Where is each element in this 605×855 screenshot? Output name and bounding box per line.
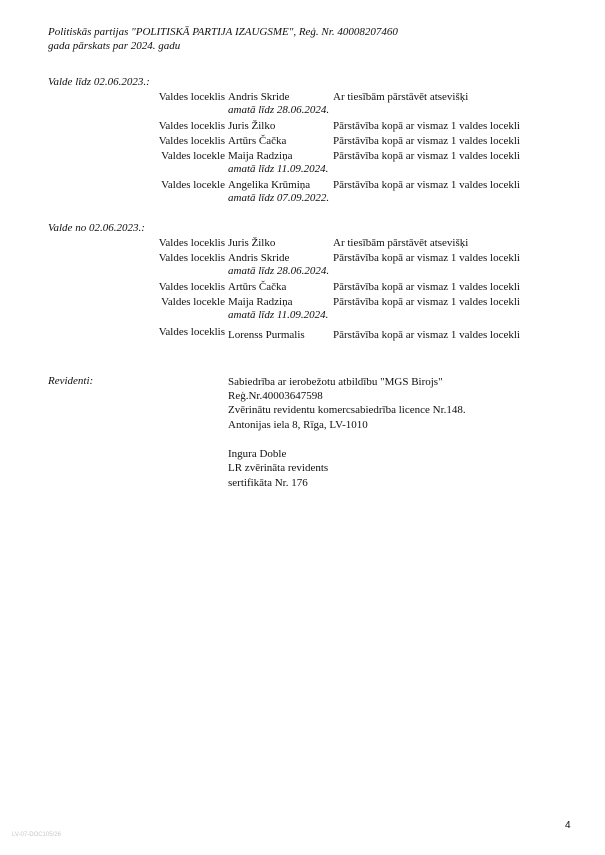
- auditor-company-line: Antonijas iela 8, Rīga, LV-1010: [228, 419, 368, 431]
- member-authority: Ar tiesībām pārstāvēt atsevišķi: [333, 91, 469, 103]
- member-name: Angelika Krūmiņa: [228, 179, 311, 191]
- member-role: Valdes loceklis: [158, 326, 225, 338]
- page-number: 4: [565, 820, 571, 831]
- member-authority: Pārstāvība kopā ar vismaz 1 valdes locekli: [333, 120, 520, 132]
- member-name: Juris Žilko: [228, 237, 276, 249]
- member-term-note: amatā līdz 07.09.2022.: [228, 192, 330, 204]
- member-name: Andris Skride: [228, 91, 290, 103]
- member-role: Valdes loceklis: [158, 91, 225, 103]
- member-authority: Pārstāvība kopā ar vismaz 1 valdes locekli: [333, 281, 520, 293]
- member-role: Valdes loceklis: [158, 120, 225, 132]
- auditor-company-line: Sabiedrība ar ierobežotu atbildību "MGS Birojs": [228, 376, 443, 388]
- board-after-label: Valde no 02.06.2023.:: [48, 222, 145, 234]
- member-role: Valdes loceklis: [158, 281, 225, 293]
- auditor-company-line: Reģ.Nr.40003647598: [228, 390, 323, 402]
- member-name: Juris Žilko: [228, 120, 276, 132]
- member-term-note: amatā līdz 11.09.2024.: [228, 309, 329, 321]
- header-line-1: Politiskās partijas "POLITISKĀ PARTIJA IZAUGSME", Reģ. Nr. 40008207460: [48, 26, 398, 38]
- member-role: Valdes locekle: [161, 150, 225, 162]
- document-header: [48, 25, 398, 53]
- member-authority: Ar tiesībām pārstāvēt atsevišķi: [333, 237, 469, 249]
- auditor-person-line: Ingura Doble: [228, 448, 287, 460]
- member-authority: Pārstāvība kopā ar vismaz 1 valdes locekli: [333, 296, 520, 308]
- member-authority: Pārstāvība kopā ar vismaz 1 valdes locekli: [333, 252, 520, 264]
- auditor-company-line: Zvērinātu revidentu komercsabiedrība licence Nr.148.: [228, 404, 466, 416]
- member-term-note: amatā līdz 11.09.2024.: [228, 163, 329, 175]
- footer-document-id: LV-07-DOC105/26: [12, 832, 61, 838]
- member-name: Artūrs Čačka: [228, 281, 287, 293]
- member-term-note: amatā līdz 28.06.2024.: [228, 265, 330, 277]
- member-authority: Pārstāvība kopā ar vismaz 1 valdes locekli: [333, 329, 520, 341]
- member-name: Andris Skride: [228, 252, 290, 264]
- board-before-label: Valde līdz 02.06.2023.:: [48, 76, 150, 88]
- header-line-2: gada pārskats par 2024. gadu: [48, 40, 181, 52]
- member-name: Lorenss Purmalis: [228, 329, 305, 341]
- member-role: Valdes loceklis: [158, 252, 225, 264]
- member-term-note: amatā līdz 28.06.2024.: [228, 104, 330, 116]
- auditor-person-line: LR zvērināta revidents: [228, 462, 329, 474]
- member-role: Valdes locekle: [161, 296, 225, 308]
- member-role: Valdes loceklis: [158, 237, 225, 249]
- auditors-label: Revidenti:: [48, 375, 94, 387]
- member-name: Maija Radziņa: [228, 150, 293, 162]
- member-authority: Pārstāvība kopā ar vismaz 1 valdes locekli: [333, 150, 520, 162]
- auditor-person-line: sertifikāta Nr. 176: [228, 477, 308, 489]
- member-authority: Pārstāvība kopā ar vismaz 1 valdes locekli: [333, 179, 520, 191]
- member-name: Artūrs Čačka: [228, 135, 287, 147]
- member-role: Valdes locekle: [161, 179, 225, 191]
- member-name: Maija Radziņa: [228, 296, 293, 308]
- member-role: Valdes loceklis: [158, 135, 225, 147]
- member-authority: Pārstāvība kopā ar vismaz 1 valdes locekli: [333, 135, 520, 147]
